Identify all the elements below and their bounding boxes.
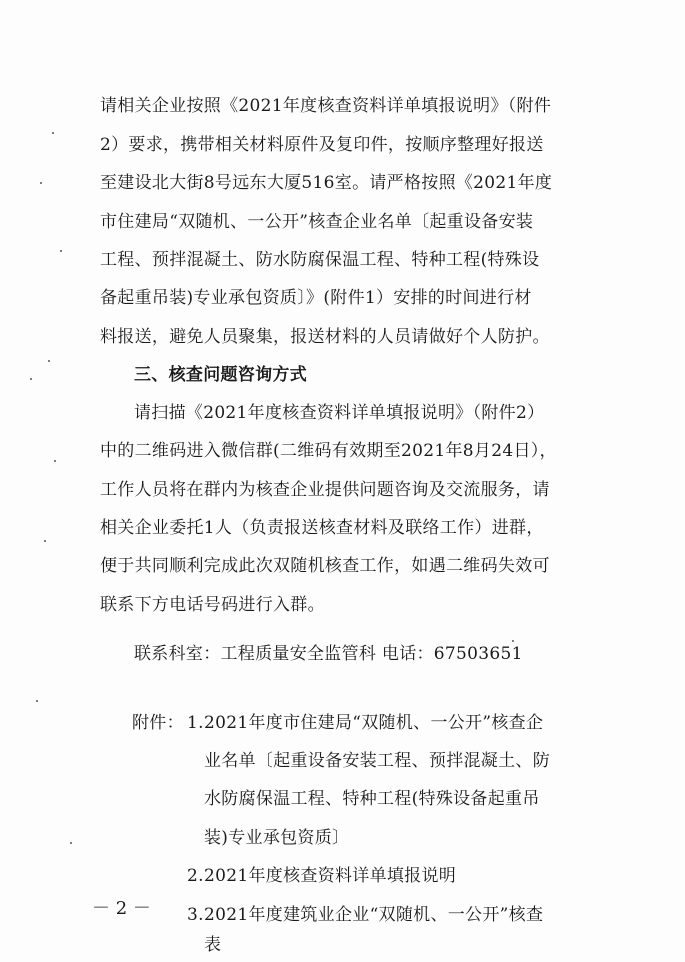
scan-speck [70,842,72,844]
paragraph-line: 工程、预拌混凝土、防水防腐保温工程、特种工程(特殊设 [100,250,540,270]
paragraph-line: 便于共同顺利完成此次双随机核查工作，如遇二维码失效可 [100,556,550,576]
paragraph-line: 至建设北大街8号远东大厦516室。请严格按照《2021年度 [100,173,553,193]
contact-line: 联系科室：工程质量安全监管科 电话：67503651 [134,644,523,664]
attachment-number: 3. [187,905,204,925]
paragraph-line: 料报送，避免人员聚集，报送材料的人员请做好个人防护。 [100,327,550,347]
attachment-line: 2021年度建筑业企业“双随机、一公开”核查 [204,905,544,925]
paragraph-line: 市住建局“双随机、一公开”核查企业名单〔起重设备安装 [100,212,534,232]
attachment-line: 2021年度核查资料详单填报说明 [204,866,457,886]
scan-speck [40,182,42,184]
page-number: － 2 － [92,898,151,919]
scan-speck [36,700,38,702]
paragraph-line: 2）要求，携带相关材料原件及复印件，按顺序整理好报送 [100,135,544,155]
paragraph-line: 联系下方电话号码进行入群。 [100,595,325,615]
paragraph-line: 请相关企业按照《2021年度核查资料详单填报说明》（附件 [100,96,552,116]
attachment-line: 装)专业承包资质〕 [204,828,350,848]
paragraph-line: 中的二维码进入微信群(二维码有效期至2021年8月24日）， [100,441,557,461]
scan-speck [54,460,56,462]
attachment-number: 2. [187,866,204,886]
attachment-number: 1. [187,713,204,733]
attachments-label: 附件： [132,713,184,733]
paragraph-line: 请扫描《2021年度核查资料详单填报说明》（附件2） [134,403,545,423]
attachment-line: 业名单〔起重设备安装工程、预拌混凝土、防 [204,751,550,771]
scan-speck [30,378,32,380]
scan-speck [44,540,46,542]
scan-speck [60,250,62,252]
attachment-line: 表 [204,935,222,955]
section-heading: 三、核查问题咨询方式 [134,365,307,385]
attachment-line: 2021年度市住建局“双随机、一公开”核查企 [204,713,544,733]
paragraph-line: 工作人员将在群内为核查企业提供问题咨询及交流服务，请 [100,480,550,500]
scan-speck [48,360,50,362]
paragraph-line: 相关企业委托1人（负责报送核查材料及联络工作）进群， [100,518,544,538]
scan-speck [52,132,54,134]
attachment-line: 水防腐保温工程、特种工程(特殊设备起重吊 [204,789,540,809]
paragraph-line: 备起重吊装)专业承包资质〕》(附件1）安排的时间进行材 [100,288,532,308]
scan-speck [512,640,514,642]
